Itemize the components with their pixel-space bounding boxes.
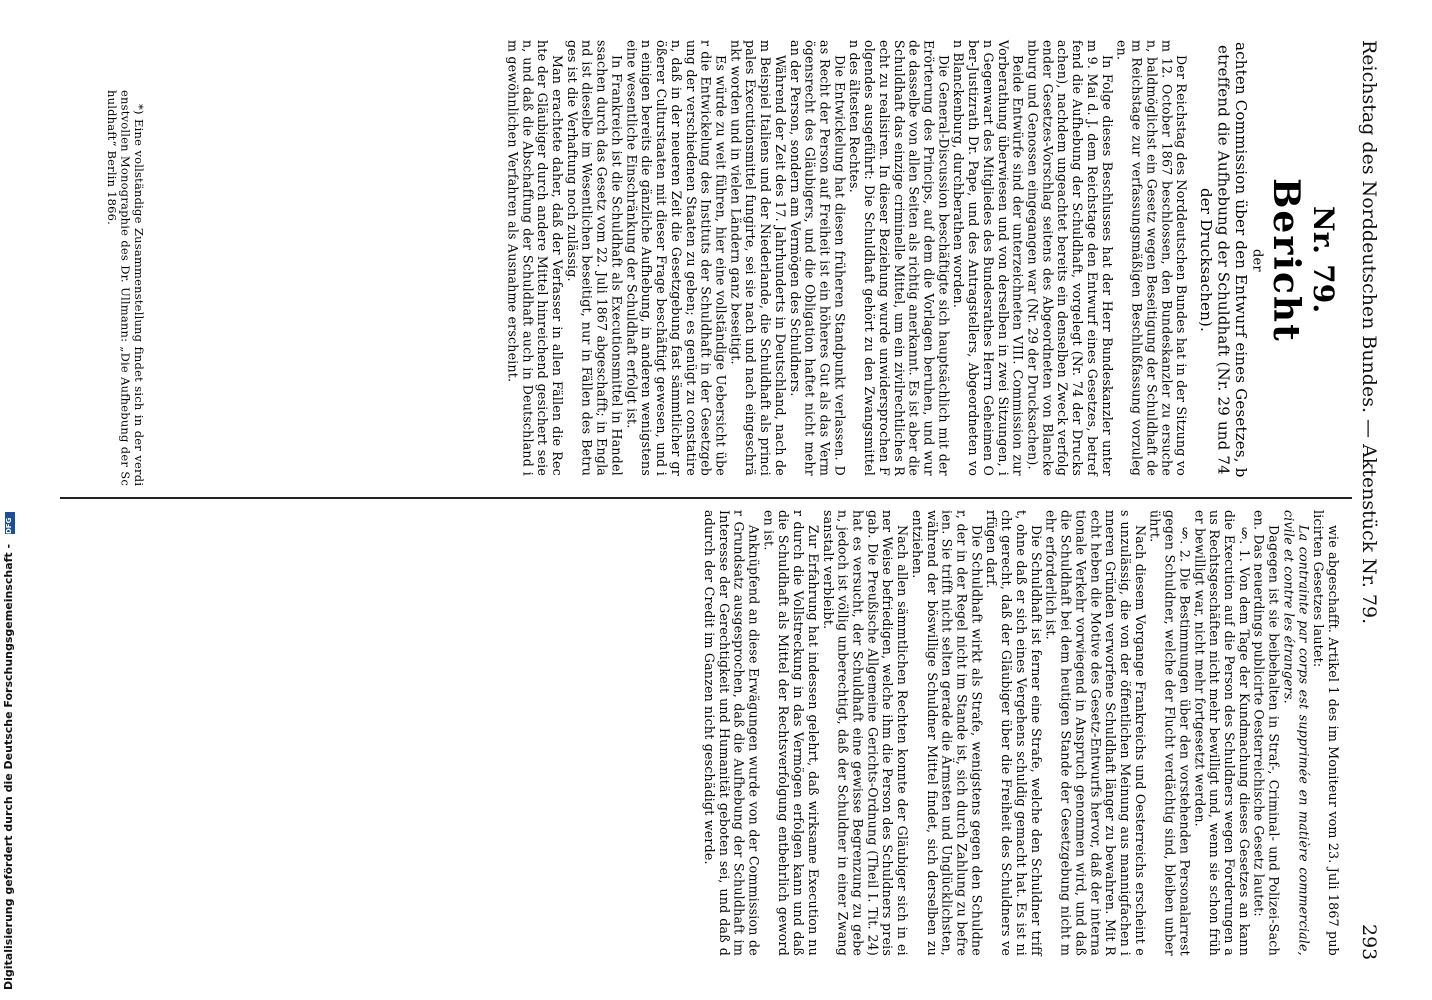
paragraph: Man erachtete daher, daß der Verfasser in allen Fällen die Rechte der Gläubiger durch andere Mittel hinreichend gesichert seien, und daß die Abschaffung der Schuldhaft auch in Deutschland im gewöhnlichen Verfahren als Ausnahme erscheint. [505,40,566,476]
paragraph: In Frankreich ist die Schuldhaft als Executionsmittel in Handelssachen durch das Gesetz vom 22. Juli 1867 abgeschafft; in England ist dieselbe im Wesentlichen beseitigt, nur in Fällen des Betruges ist die Verhaftung noch zulässig. [564,40,625,476]
digitization-credit [2,30,15,990]
dfg-logo-icon: DFG [5,512,15,534]
paragraph: Anknüpfend an diese Erwägungen wurde von der Commission der Grundsatz ausgesprochen, daß die Aufhebung der Schuldhaft im Interesse der Gerechtigkeit und Humanität geboten sei, und daß dadurch der Credit im Ganzen nicht geschädigt werde. [701,510,762,956]
paragraph: Beide Entwürfe sind der unterzeichneten VIII. Commission zur Vorberathung überwiesen und von derselben in zwei Sitzungen, in Gegenwart des Mitgliedes des Bundesrathes Herrn Geheimen Ober-Justizrath Dr. Pape, und des Antragstellers, Abgeordneten von Blanckenburg, durchberathen worden. [951,40,1026,476]
footnote [90,90,145,490]
page-number: 293 [1358,923,1380,960]
paragraph: Dagegen ist sie beibehalten in Straf-, Criminal- und Polizei-Sachen. Das neuerdings publicirte Oesterreichische Gesetz lautet: [1251,510,1282,956]
header-text: Reichstag des Norddeutschen Bundes. — Aktenstück Nr. 79. [1358,40,1380,625]
report-heading [1196,40,1340,480]
paragraph: La contrainte par corps est supprimée en matière commerciale, civile et contre les étrangers. [1281,510,1312,956]
paragraph: Die Schuldhaft ist ferner eine Strafe, welche den Schuldner trifft, ohne daß er sich eines Vergehens schuldig gemacht hat. Es ist nicht gerecht, daß der Gläubiger über die Freiheit des Schuldners verfügen darf. [984,510,1044,956]
paragraph: Die Entwickelung hat diesen früheren Standpunkt verlassen. Das Recht der Person auf Freiheit ist ein höheres Gut als das Vermögensrecht des Gläubigers, und die Obligation haftet nicht mehr an der Person, sondern am Vermögen des Schuldners. [787,40,848,476]
paragraph: Der Reichstag des Norddeutschen Bundes hat in der Sitzung vom 12. October 1867 beschlossen, den Bundeskanzler zu ersuchen, baldmöglichst ein Gesetz wegen Beseitigung der Schuldhaft dem Reichstage zur verfassungsmäßigen Beschlußfassung vorzulegen. [1114,40,1190,476]
paragraph: Die General-Discussion beschäftigte sich hauptsächlich mit der Erörterung des Princips, auf dem die Vorlagen beruhen, und wurde dasselbe von allen Seiten als richtig anerkannt. Es ist aber die Schuldhaft das einzige criminelle Mittel, um ein zivilrechtliches Recht zu realisiren. In dieser Beziehung wurde unwidersprochen Folgendes ausgeführt: Die Schuldhaft gehört zu den Zwangsmitteln des ältesten Rechtes. [847,40,952,476]
paragraph: Es würde zu weit führen, hier eine vollständige Uebersicht über die Entwickelung des Instituts der Schuldhaft in der Gesetzgebung der verschiedenen Staaten zu geben; es genügt zu constatiren, daß in der neueren Zeit die Gesetzgebung fast sämmtlicher größerer Culturstaaten mit dieser Frage beschäftigt gewesen, und in einigen bereits die gänzliche Aufhebung, in anderen wenigstens eine wesentliche Einschränkung der Schuldhaft erfolgt ist. [624,40,729,476]
paragraph: wie abgeschafft. Artikel 1 des im Moniteur vom 23. Juli 1867 publicirten Gesetzes lautet: [1311,510,1341,956]
paragraph: §. 1. Von dem Tage der Kundmachung dieses Gesetzes an kann die Execution auf die Person des Schuldners wegen Forderungen aus Rechtsgeschäften nicht mehr bewilligt und, wenn sie schon früher bewilligt war, nicht mehr fortgesetzt werden. [1192,510,1252,956]
report-subtitle: achten Commission über den Entwurf eines Gesetzes, betreffend die Aufhebung der Schuldhaft (Nr. 29 und 74 der Drucksachen). [1196,42,1251,478]
paragraph: §. 2. Die Bestimmungen über den vorstehenden Personalarrest gegen Schuldner, welche der Flucht verdächtig sind, bleiben unberührt. [1147,510,1193,956]
report-title: Bericht [1264,177,1307,343]
report-intro: der [1249,248,1265,272]
paragraph: In Folge dieses Beschlusses hat der Herr Bundeskanzler unterm 9. Mai d. J. dem Reichstage den Entwurf eines Gesetzes, betreffend die Aufhebung der Schuldhaft, vorgelegt (Nr. 74 der Drucksachen), nachdem ungeachtet bereits ein denselben Zweck verfolgender Gesetzes-Vorschlag seitens des Abgeordneten von Blanckenburg und Genossen eingegangen war (Nr. 29 der Drucksachen). [1025,40,1115,476]
paragraph: Zur Erfahrung hat indessen gelehrt, daß wirksame Execution nur durch die Vollstreckung in das Vermögen erfolgen kann und daß die Schuldhaft als Mittel der Rechtsverfolgung entbehrlich geworden ist. [761,510,821,956]
paragraph: Während der Zeit des 17. Jahrhunderts in Deutschland, nach dem Beispiel Italiens und der Niederlande, die Schuldhaft als principales Executionsmittel fungirte, sei sie nach und nach eingeschränkt worden und in vielen Ländern ganz beseitigt. [728,40,788,476]
paragraph: Nach diesem Vorgange Frankreichs und Oesterreichs erscheint es unzulässig, die von der öffentlichen Meinung aus mannigfachen inneren Gründen verworfene Schuldhaft länger zu bewahren. Mit Recht heben die Motive des Gesetz-Entwurfs hervor, daß der internationale Verkehr vorwiegend in Anspruch genommen wird, und daß die Schuldhaft bei dem heutigen Stande der Gesetzgebung nicht mehr erforderlich ist. [1043,510,1148,956]
paragraph: Nach allen sämmtlichen Rechten konnte der Gläubiger sich in einer Weise befriedigen, welche ihm die Person des Schuldners preisgab. Die Preußische Allgemeine Gerichts-Ordnung (Theil I. Tit. 24) hat es versucht, der Schuldhaft eine gewisse Begrenzung zu geben, jedoch ist völlig unberechtigt, daß der Schuldner in einer Zwangsanstalt verbleibt. [820,510,911,956]
footnote-text: *) Eine vollständige Zusammenstellung findet sich in der verdienstvollen Monographie des Dr. Ullmann: „Die Aufhebung der Schuldhaft“ Berlin 1866. [104,90,146,486]
running-header [1358,40,1380,960]
column-divider [60,497,1352,499]
paragraph: Die Schuldhaft wirkt als Strafe, wenigstens gegen den Schuldner, der in der Regel nicht im Stande ist, sich durch Zahlung zu befreien. Sie trifft nicht selten gerade die Ärmsten und Unglücklichsten, während der böswillige Schuldner Mittel findet, sich derselben zu entziehen. [909,510,985,956]
left-column [150,40,1340,480]
report-number: Nr. 79. [1307,206,1340,314]
credit-text: Digitalisierung gefördert durch die Deutsche Forschungsgemeinschaft - [2,543,15,990]
right-column [150,510,1340,960]
